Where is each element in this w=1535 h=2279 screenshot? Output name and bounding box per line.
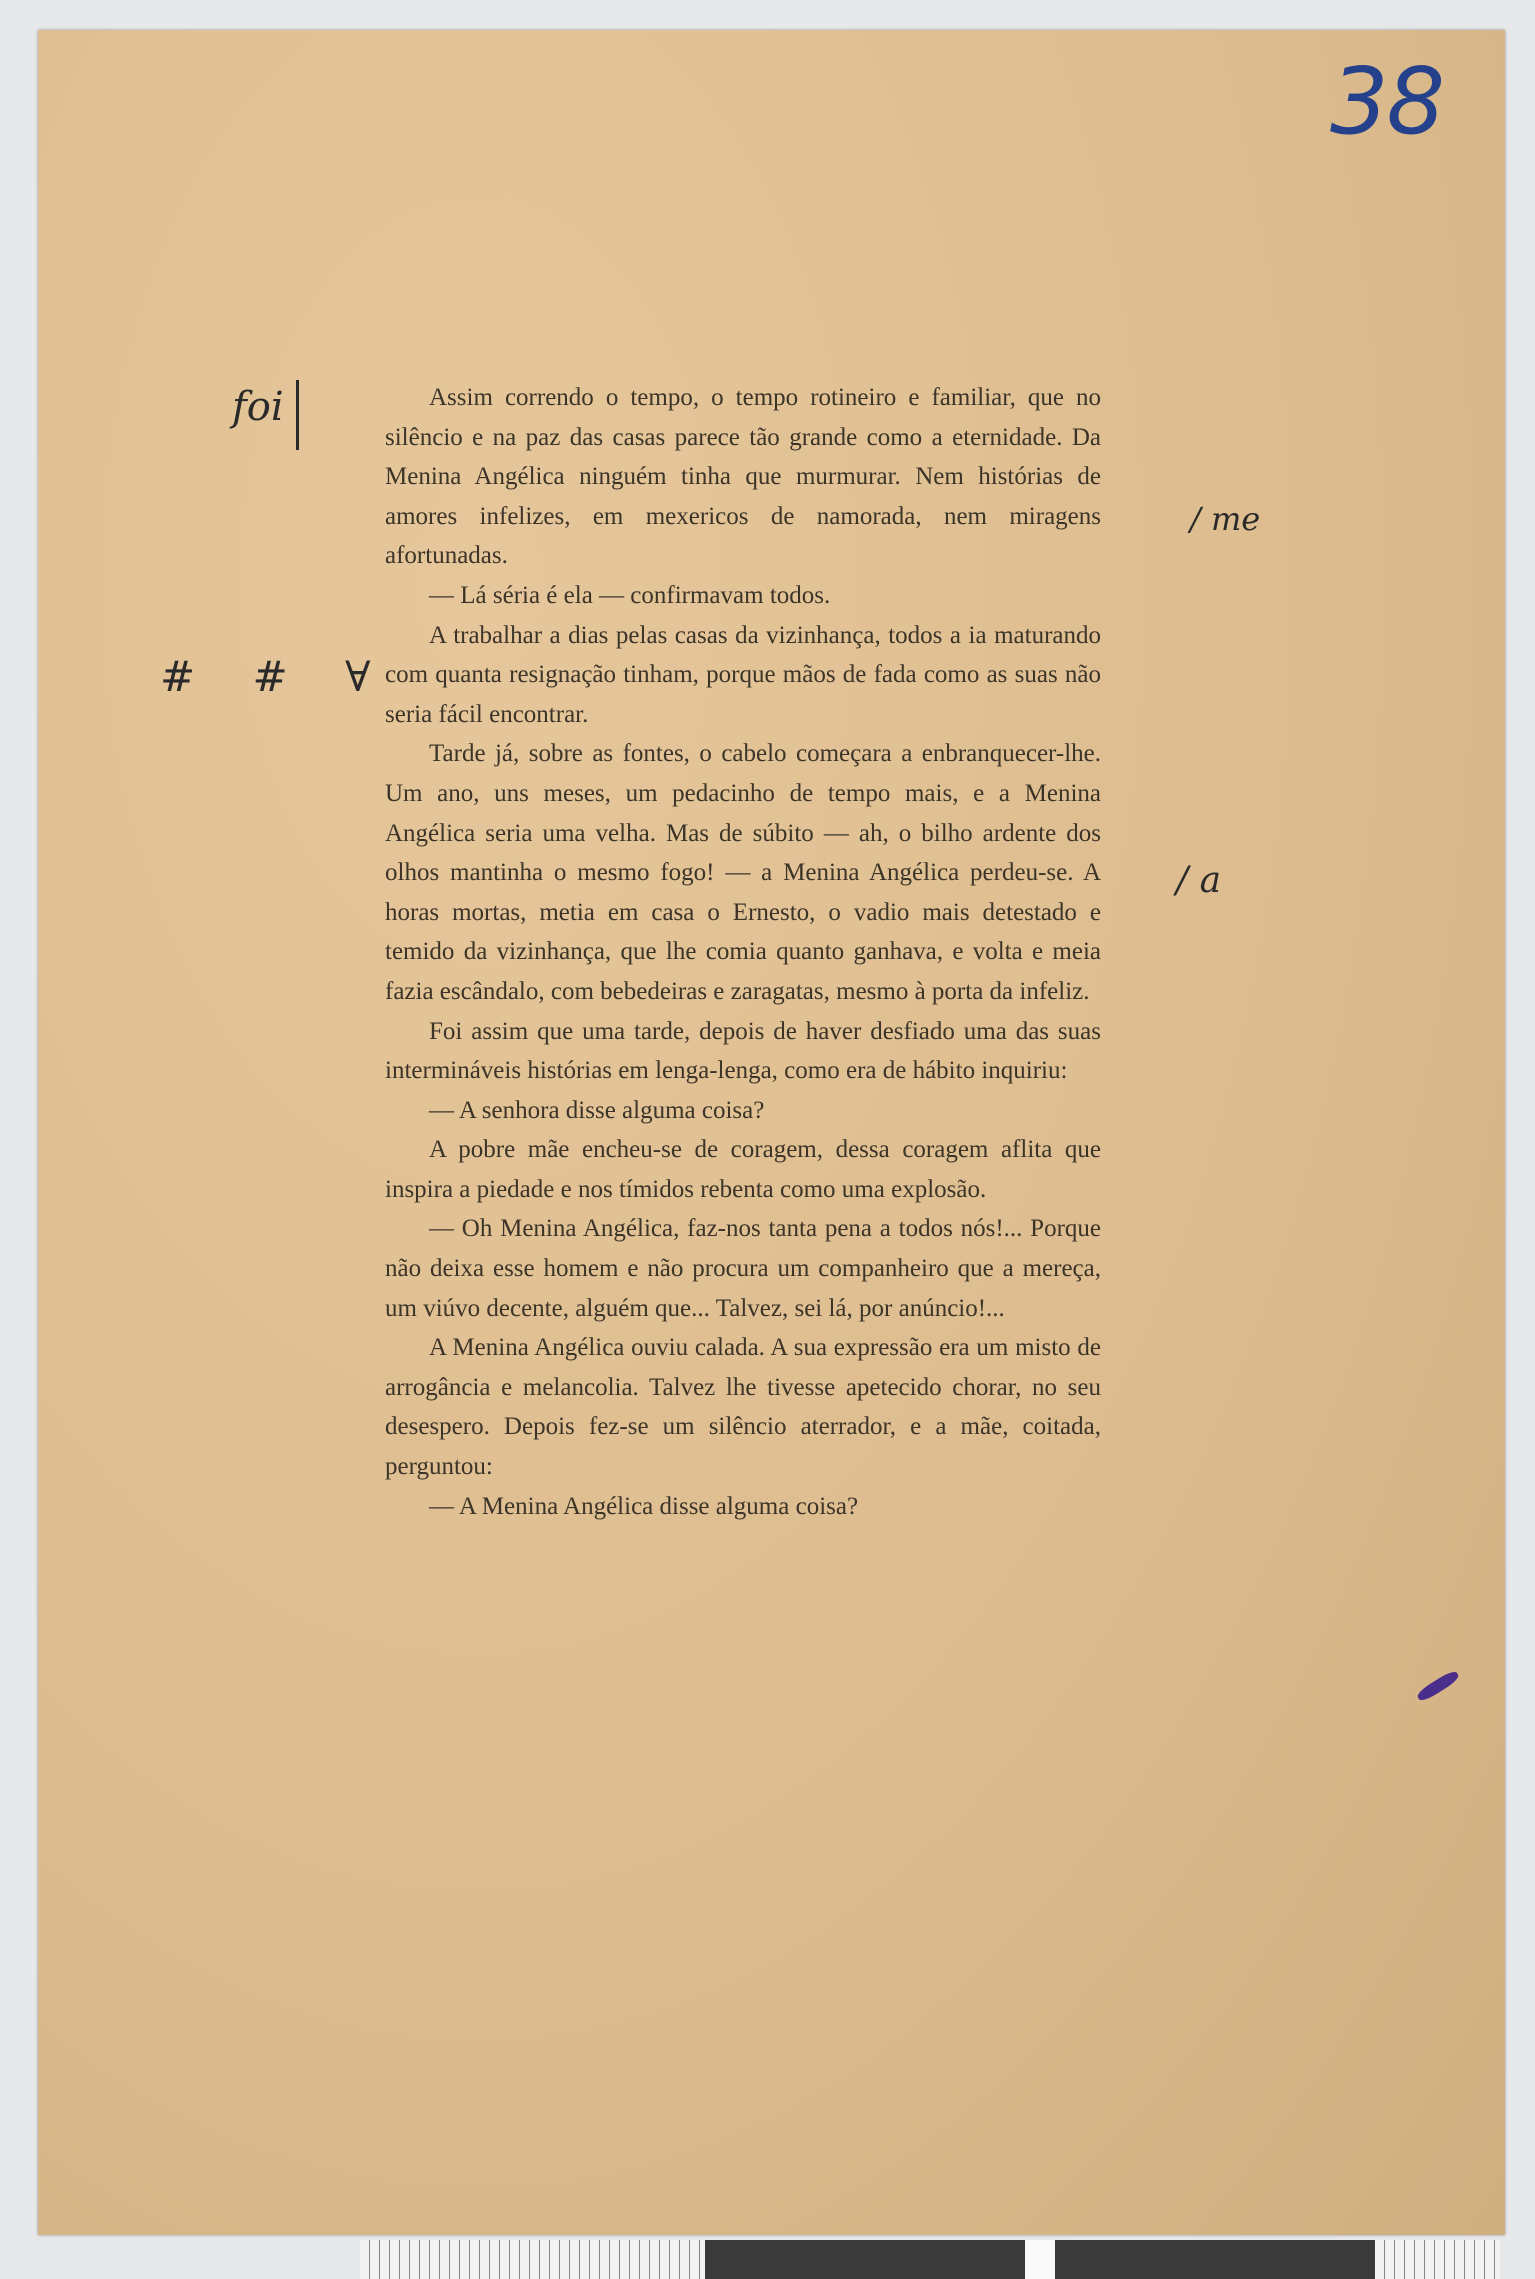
paragraph: A Menina Angélica ouviu calada. A sua expressão era um misto de arrogância e melancolia. Talvez lhe tivesse apetecido chorar, no seu desespero. Depois fez-se um silêncio aterrador, e a mãe, coitada, perguntou: [385, 1334, 1101, 1481]
body-text [385, 378, 1101, 1526]
margin-note-bar [296, 380, 299, 450]
margin-note-me: / me [1190, 500, 1261, 538]
paragraph: A trabalhar a dias pelas casas da vizinhança, todos a ia maturando com quanta resignação tinham, porque mãos de fada como as suas não seria fácil encontrar. [385, 621, 1101, 728]
paragraph: — Lá séria é ela — confirmavam todos. [429, 581, 831, 609]
paragraph: A pobre mãe encheu-se de coragem, dessa coragem aflita que inspira a piedade e nos tímidos rebenta como uma explosão. [385, 1136, 1101, 1203]
scale-ruler [360, 2240, 1500, 2279]
margin-note-foi: foi [232, 384, 284, 430]
paragraph: — A Menina Angélica disse alguma coisa? [429, 1492, 859, 1520]
paragraph: Foi assim que uma tarde, depois de haver desfiado uma das suas intermináveis histórias em lenga-lenga, como era de hábito inquiriu: [385, 1017, 1101, 1085]
paragraph: — A senhora disse alguma coisa? [429, 1096, 765, 1124]
margin-note-a: / a [1176, 860, 1222, 901]
paragraph: Tarde já, sobre as fontes, o cabelo começara a enbranquecer-lhe. Um ano, uns meses, um pedacinho de tempo mais, e a Menina Angélica seria uma velha. Mas de súbito — ah, o bilho ardente dos olhos mantinha o mesmo fogo! — a Menina Angélica perdeu-se. A horas mortas, metia em casa o Ernesto, o vadio mais detestado e temido da vizinhança, que lhe comia quanto ganhava, e volta e meia fazia escândalo, com bebedeiras e zaragatas, mesmo à porta da infeliz. [385, 740, 1101, 1005]
paragraph: Assim correndo o tempo, o tempo rotineiro e familiar, que no silêncio e na paz das casas parece tão grande como a eternidade. Da Menina Angélica ninguém tinha que murmurar. Nem histórias de amores infelizes, em mexericos de namorada, nem miragens afortunadas. [385, 384, 1101, 570]
margin-note-hash: # # ∀ [160, 652, 393, 701]
page-number: 38 [1330, 48, 1444, 155]
paragraph: — Oh Menina Angélica, faz-nos tanta pena a todos nós!... Porque não deixa esse homem e não procura um companheiro que a mereça, um viúvo decente, alguém que... Talvez, sei lá, por anúncio!... [385, 1215, 1101, 1322]
